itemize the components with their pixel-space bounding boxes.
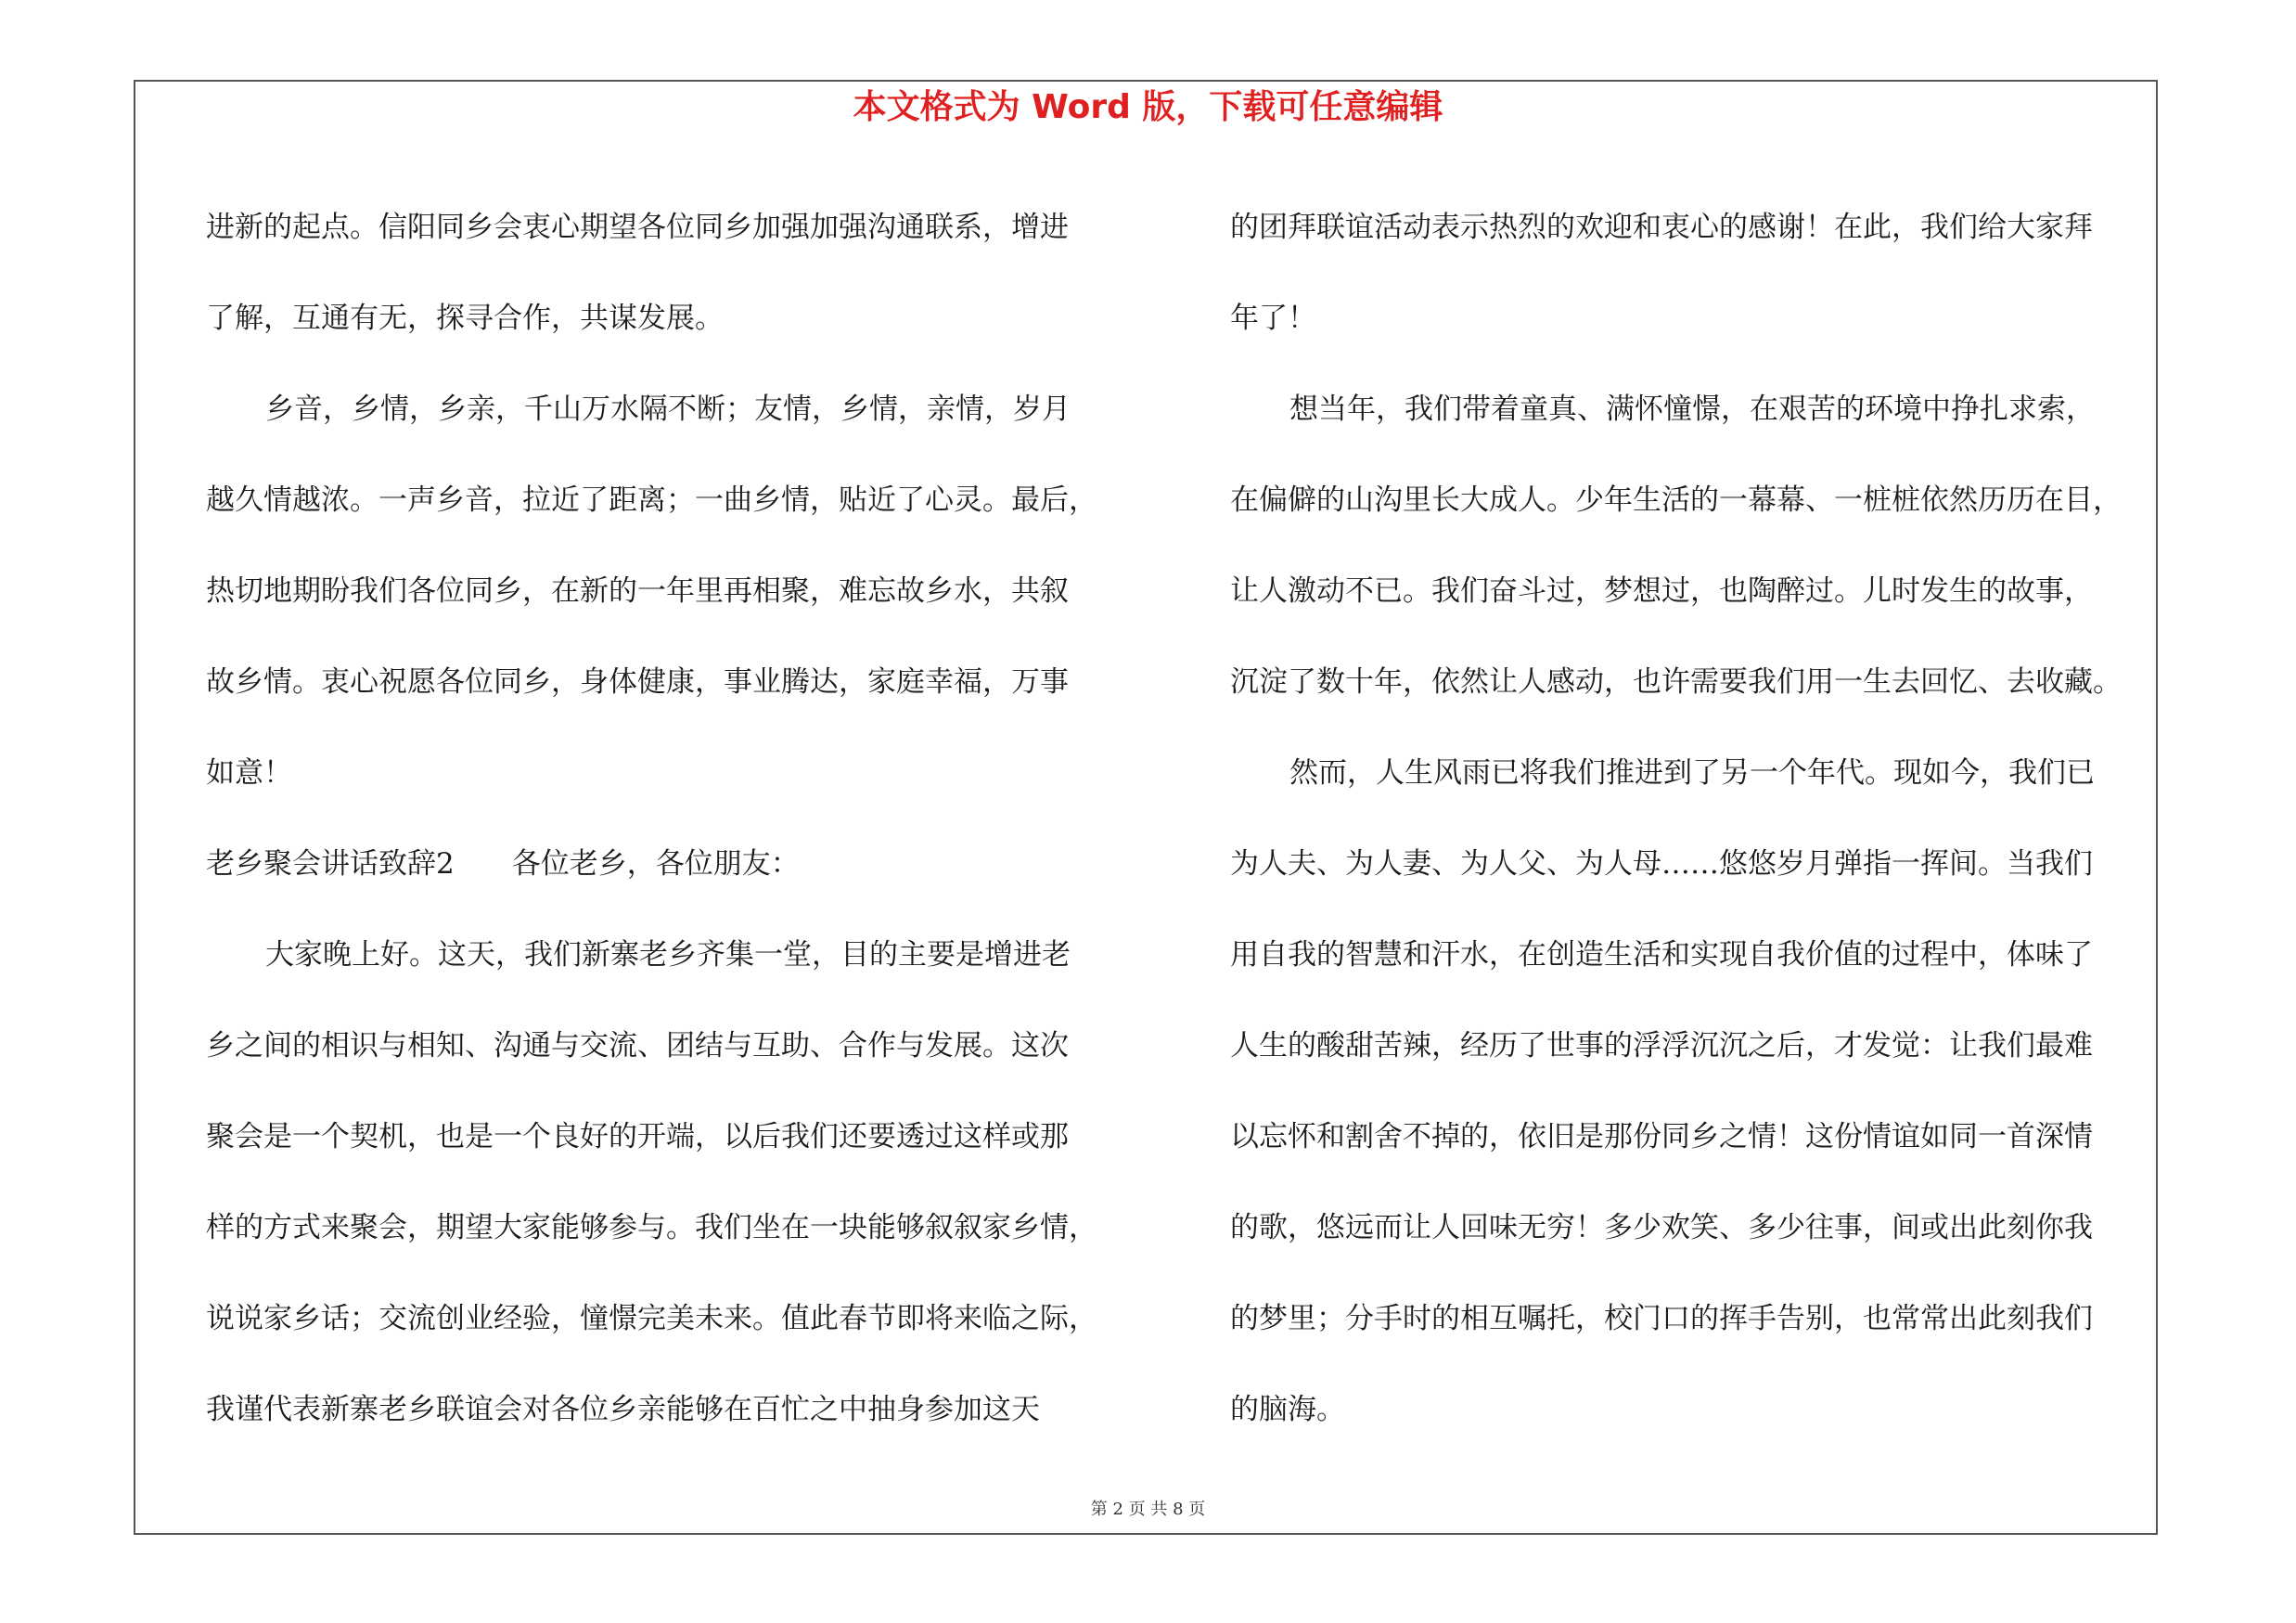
text-line: 沉淀了数十年，依然让人感动，也许需要我们用一生去回忆、去收藏。 [1230, 665, 2122, 699]
text-line: 让人激动不已。我们奋斗过，梦想过，也陶醉过。儿时发生的故事， [1230, 574, 2093, 608]
text-line: 乡音，乡情，乡亲，千山万水隔不断；友情，乡情，亲情，岁月 [265, 393, 1071, 426]
text-line: 年了！ [1230, 302, 1316, 335]
text-line: 越久情越浓。一声乡音，拉近了距离；一曲乡情，贴近了心灵。最后， [206, 483, 1097, 517]
right-column [1230, 182, 2158, 1455]
text-line: 用自我的智慧和汗水，在创造生活和实现自我价值的过程中，体味了 [1230, 938, 2093, 972]
text-line: 为人夫、为人妻、为人父、为人母……悠悠岁月弹指一挥间。当我们 [1230, 847, 2093, 881]
text-line: 进新的起点。信阳同乡会衷心期望各位同乡加强加强沟通联系，增进 [206, 211, 1069, 244]
text-line: 然而，人生风雨已将我们推进到了另一个年代。现如今，我们已 [1289, 756, 2095, 790]
text-line: 的梦里；分手时的相互嘱托，校门口的挥手告别，也常常出此刻我们 [1230, 1302, 2093, 1335]
text-line: 乡之间的相识与相知、沟通与交流、团结与互助、合作与发展。这次 [206, 1029, 1069, 1063]
text-line: 的团拜联谊活动表示热烈的欢迎和衷心的感谢！在此，我们给大家拜 [1230, 211, 2093, 244]
format-banner: 本文格式为 Word 版，下载可任意编辑 [853, 88, 1443, 126]
text-line: 我谨代表新寨老乡联谊会对各位乡亲能够在百忙之中抽身参加这天 [206, 1393, 1040, 1426]
text-line: 想当年，我们带着童真、满怀憧憬，在艰苦的环境中挣扎求索， [1289, 393, 2095, 426]
text-line: 热切地期盼我们各位同乡，在新的一年里再相聚，难忘故乡水，共叙 [206, 574, 1069, 608]
page-number: 第 2 页 共 8 页 [1090, 1500, 1206, 1519]
text-line: 的脑海。 [1230, 1393, 1345, 1426]
section-heading: 老乡聚会讲话致辞2 各位老乡，各位朋友： [206, 847, 800, 881]
text-line: 样的方式来聚会，期望大家能够参与。我们坐在一块能够叙叙家乡情， [206, 1211, 1097, 1244]
text-line: 故乡情。衷心祝愿各位同乡，身体健康，事业腾达，家庭幸福，万事 [206, 665, 1069, 699]
text-line: 聚会是一个契机，也是一个良好的开端，以后我们还要透过这样或那 [206, 1120, 1069, 1153]
text-line: 大家晚上好。这天，我们新寨老乡齐集一堂，目的主要是增进老 [265, 938, 1071, 972]
text-line: 在偏僻的山沟里长大成人。少年生活的一幕幕、一桩桩依然历历在目， [1230, 483, 2122, 517]
text-line: 了解，互通有无，探寻合作，共谋发展。 [206, 302, 724, 335]
text-line: 的歌，悠远而让人回味无穷！多少欢笑、多少往事，间或出此刻你我 [1230, 1211, 2093, 1244]
text-line: 人生的酸甜苦辣，经历了世事的浮浮沉沉之后，才发觉：让我们最难 [1230, 1029, 2093, 1063]
text-line: 以忘怀和割舍不掉的，依旧是那份同乡之情！这份情谊如同一首深情 [1230, 1120, 2093, 1153]
text-line: 如意！ [206, 756, 292, 790]
left-column [206, 182, 1134, 1455]
text-line: 说说家乡话；交流创业经验，憧憬完美未来。值此春节即将来临之际， [206, 1302, 1097, 1335]
